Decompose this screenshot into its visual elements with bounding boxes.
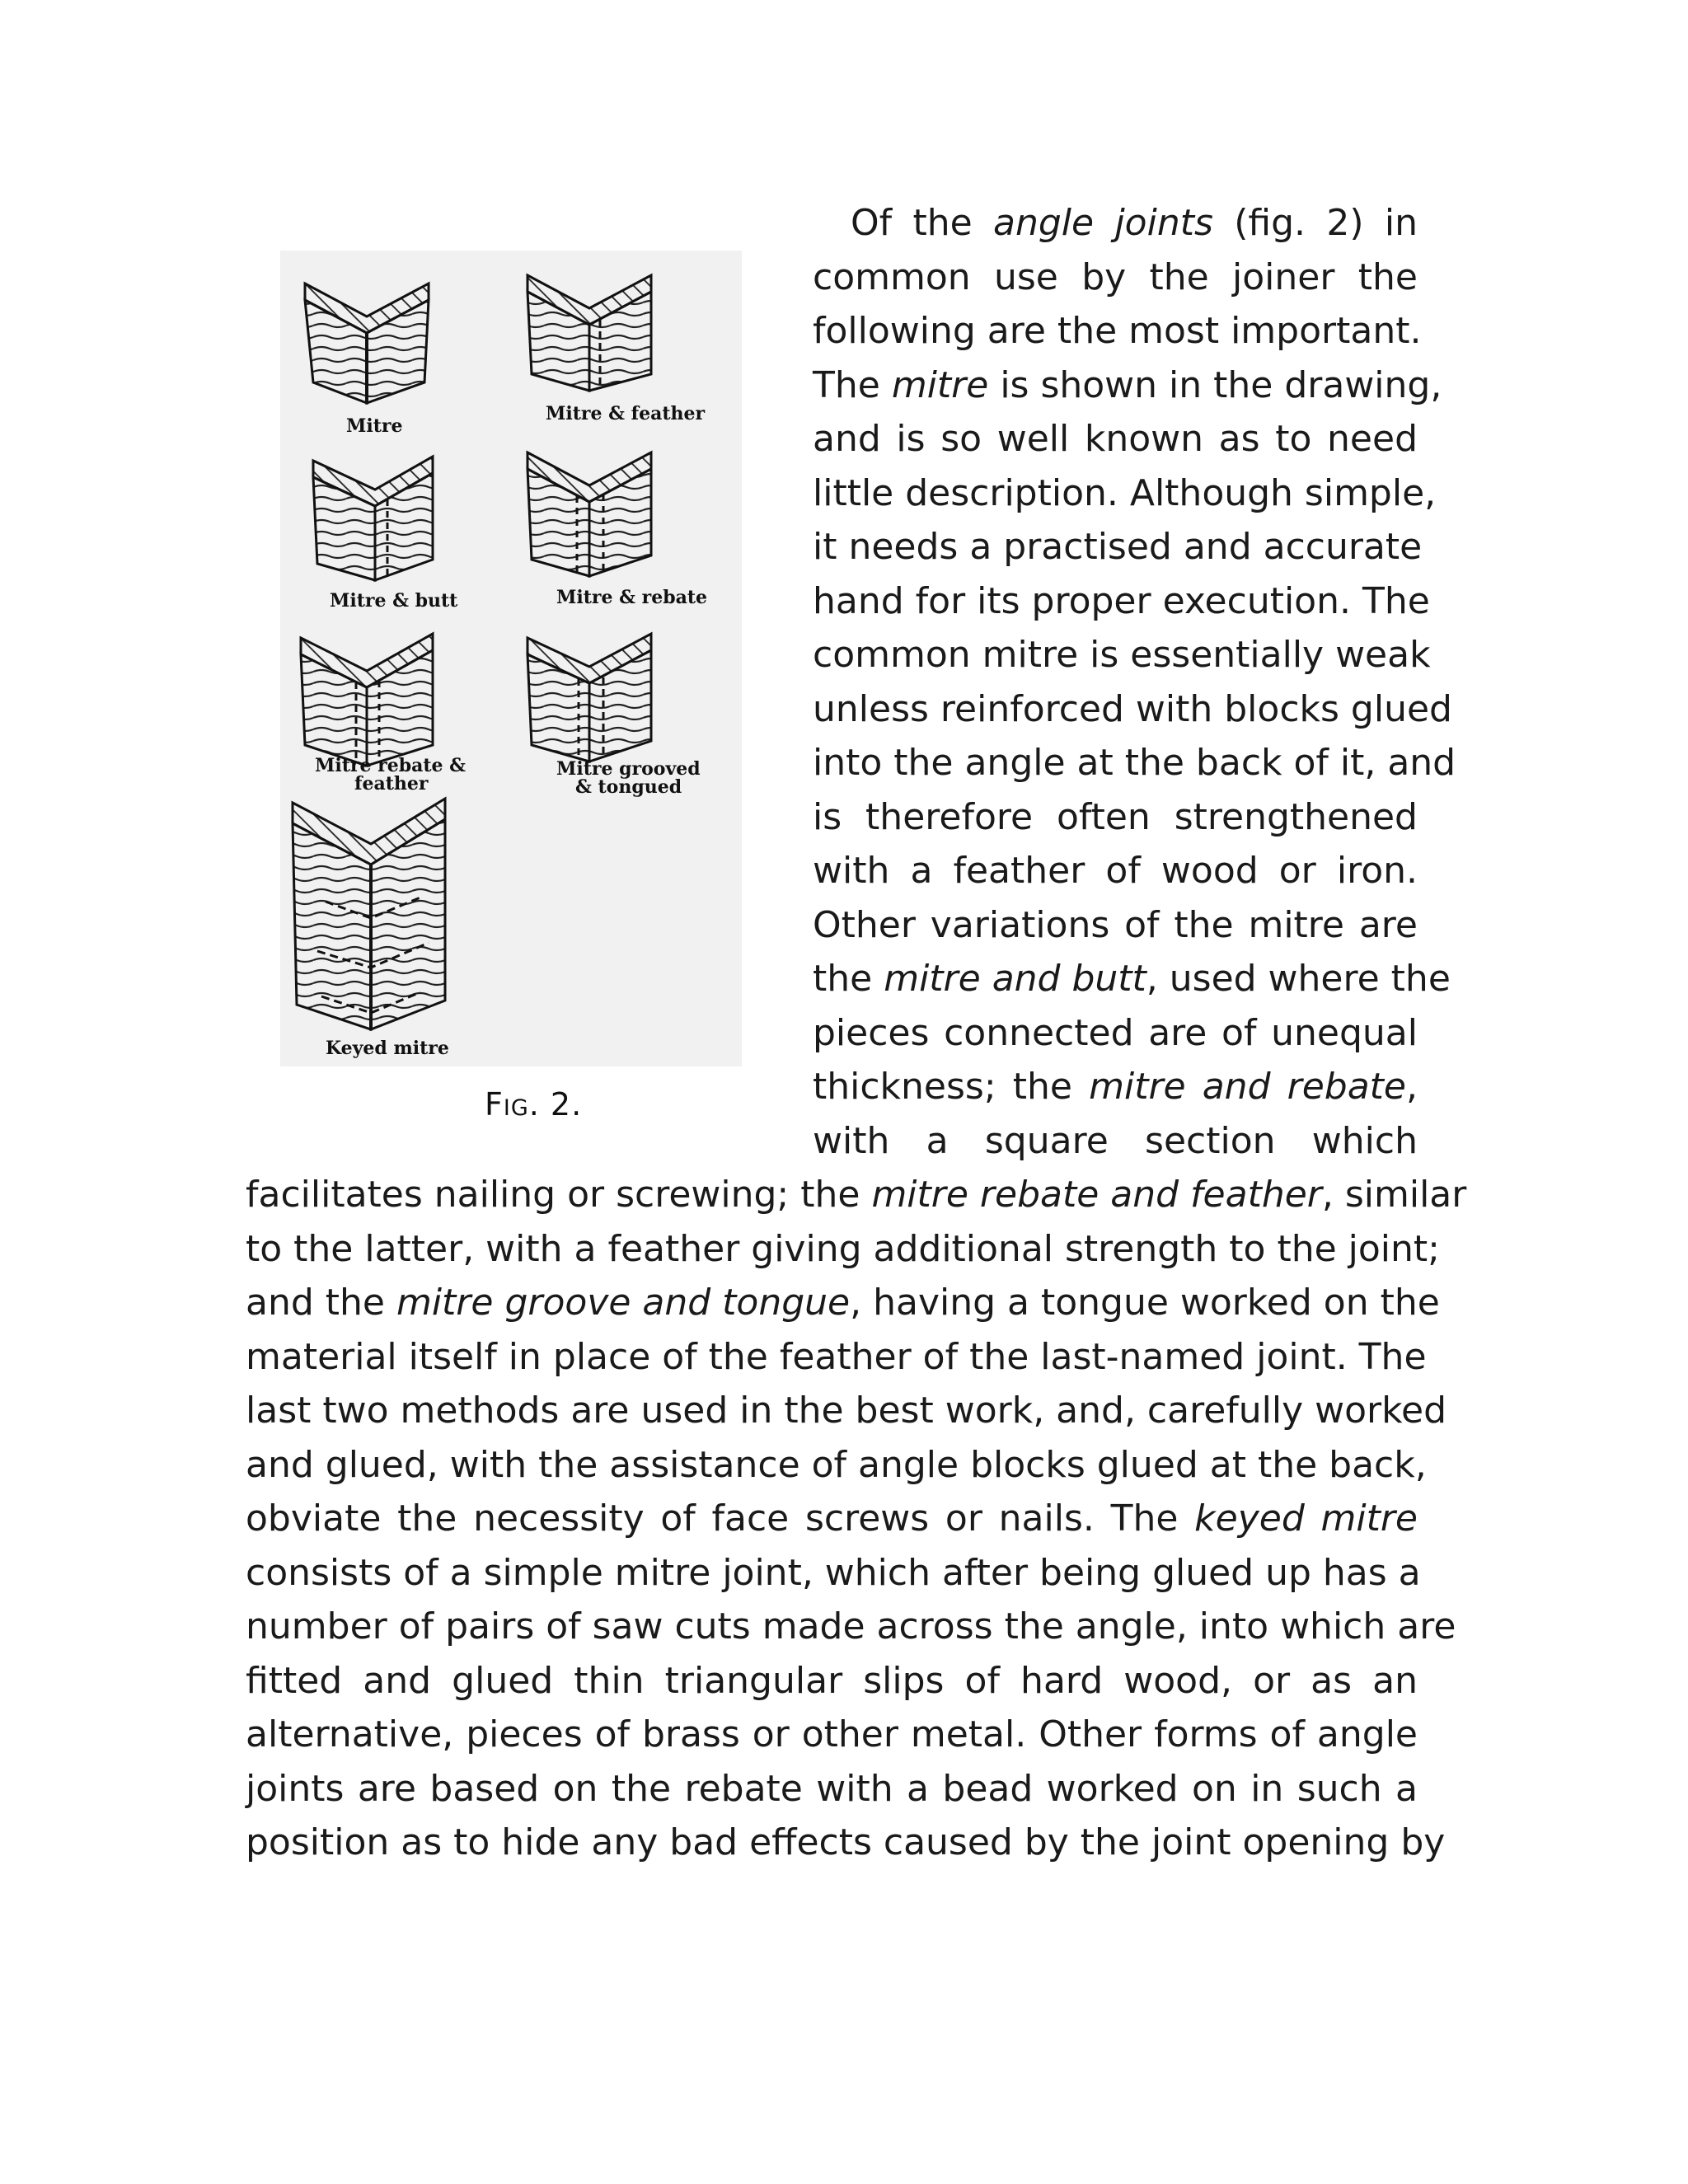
italic-term: mitre groove and tongue (396, 1282, 851, 1324)
text-segment: is therefore often strengthened (813, 795, 1418, 838)
mitre-rebate-drawing (528, 452, 651, 576)
label-keyed-mitre: Keyed mitre (326, 1038, 449, 1059)
text-segment: and the (246, 1282, 396, 1324)
label-mitre-feather: Mitre & feather (546, 403, 706, 424)
text-segment: hand for its proper execution. The (813, 579, 1430, 622)
text-line (813, 790, 1418, 845)
label-mitre-grooved-1: Mitre grooved (556, 758, 701, 780)
text-segment: into the angle at the back of it, and (813, 742, 1456, 784)
text-line (813, 952, 1451, 1006)
figure-caption: Fig. 2. (485, 1086, 583, 1122)
text-segment: unless reinforced with blocks glued (813, 687, 1452, 730)
text-segment: common use by the joiner the (813, 255, 1418, 298)
text-line (813, 574, 1430, 629)
text-segment: , having a tongue worked on the (850, 1282, 1440, 1324)
mitre-drawing (305, 284, 429, 403)
text-segment: alternative, pieces of brass or other metal. Other forms of angle (246, 1713, 1418, 1755)
italic-term: mitre and rebate (1089, 1066, 1406, 1108)
mitre-butt-drawing (313, 457, 433, 580)
italic-term: mitre (891, 363, 989, 406)
angle-joints-figure (280, 251, 742, 1066)
label-mitre-rebate-feather-1: Mitre rebate & (315, 755, 467, 776)
text-line (813, 304, 1422, 359)
text-segment: following are the most important. (813, 310, 1422, 352)
text-segment: number of pairs of saw cuts made across the angle, into which are (246, 1605, 1456, 1647)
text-segment: common mitre is essentially weak (813, 634, 1431, 676)
text-line (813, 628, 1431, 682)
text-segment: and glued, with the assistance of angle blocks glued at the back, (246, 1443, 1427, 1486)
text-segment: , (1406, 1066, 1418, 1108)
text-line (813, 251, 1418, 305)
text-line (813, 466, 1437, 521)
text-line (813, 359, 1442, 413)
italic-term: angle joints (993, 202, 1213, 244)
text-line (813, 196, 1418, 251)
text-segment: pieces connected are of unequal (813, 1011, 1418, 1054)
text-line (246, 1600, 1456, 1654)
text-segment: fitted and glued thin triangular slips of hard wood, or as an (246, 1659, 1418, 1702)
text-segment: Other variations of the mitre are (813, 903, 1418, 946)
label-mitre-rebate-feather-2: feather (354, 773, 429, 794)
text-segment: the (813, 958, 884, 1000)
text-segment: facilitates nailing or screwing; the (246, 1174, 872, 1216)
text-line (813, 1006, 1418, 1061)
text-segment: thickness; the (813, 1066, 1090, 1108)
text-line (813, 1114, 1418, 1169)
text-segment: little description. Although simple, (813, 471, 1437, 514)
text-line (813, 412, 1418, 466)
mitre-feather-drawing (528, 275, 651, 391)
text-line (246, 1654, 1418, 1708)
text-segment: , similar (1321, 1174, 1467, 1216)
label-mitre-grooved-2: & tongued (575, 776, 682, 798)
text-line (813, 1060, 1418, 1114)
mitre-grooved-tongued-drawing (528, 634, 651, 762)
label-mitre: Mitre (346, 415, 403, 437)
text-segment: material itself in place of the feather of the last-named joint. The (246, 1335, 1427, 1378)
text-segment: , used where the (1146, 958, 1451, 1000)
text-line (813, 520, 1423, 574)
text-segment: The (813, 363, 892, 406)
italic-term: keyed mitre (1194, 1497, 1418, 1540)
italic-term: mitre rebate and feather (871, 1174, 1322, 1216)
text-segment: with a square section which (813, 1119, 1418, 1162)
text-segment: with a feather of wood or iron. (813, 850, 1418, 892)
text-segment: and is so well known as to need (813, 418, 1418, 460)
label-mitre-butt: Mitre & butt (330, 590, 458, 612)
text-line (246, 1276, 1440, 1330)
text-segment: position as to hide any bad effects caused by the joint opening by (246, 1821, 1446, 1863)
mitre-rebate-feather-drawing (301, 634, 433, 766)
text-segment: is shown in the drawing, (988, 363, 1442, 406)
text-line (246, 1222, 1440, 1277)
text-line (246, 1384, 1447, 1438)
text-line (246, 1438, 1427, 1493)
text-segment: (fig. 2) in (1212, 202, 1418, 244)
text-segment: consists of a simple mitre joint, which after being glued up has a (246, 1551, 1421, 1594)
text-line (813, 898, 1418, 953)
text-line (813, 844, 1418, 898)
text-line (246, 1708, 1418, 1762)
text-segment: Of the (851, 202, 994, 244)
text-segment: joints are based on the rebate with a bead worked on in such a (246, 1767, 1418, 1810)
text-line (246, 1816, 1446, 1870)
text-line (813, 682, 1452, 737)
text-line (246, 1546, 1421, 1601)
text-line (246, 1330, 1427, 1385)
text-segment: to the latter, with a feather giving additional strength to the joint; (246, 1227, 1440, 1270)
text-segment: it needs a practised and accurate (813, 526, 1423, 568)
text-line (813, 736, 1456, 790)
joints-drawing (280, 251, 742, 1066)
text-line (246, 1168, 1467, 1222)
text-line (246, 1492, 1418, 1546)
italic-term: mitre and butt (884, 958, 1146, 1000)
text-line (246, 1762, 1418, 1816)
keyed-mitre-drawing (293, 799, 445, 1029)
label-mitre-rebate: Mitre & rebate (556, 587, 708, 608)
text-segment: obviate the necessity of face screws or nails. The (246, 1497, 1195, 1540)
text-segment: last two methods are used in the best work, and, carefully worked (246, 1390, 1447, 1432)
